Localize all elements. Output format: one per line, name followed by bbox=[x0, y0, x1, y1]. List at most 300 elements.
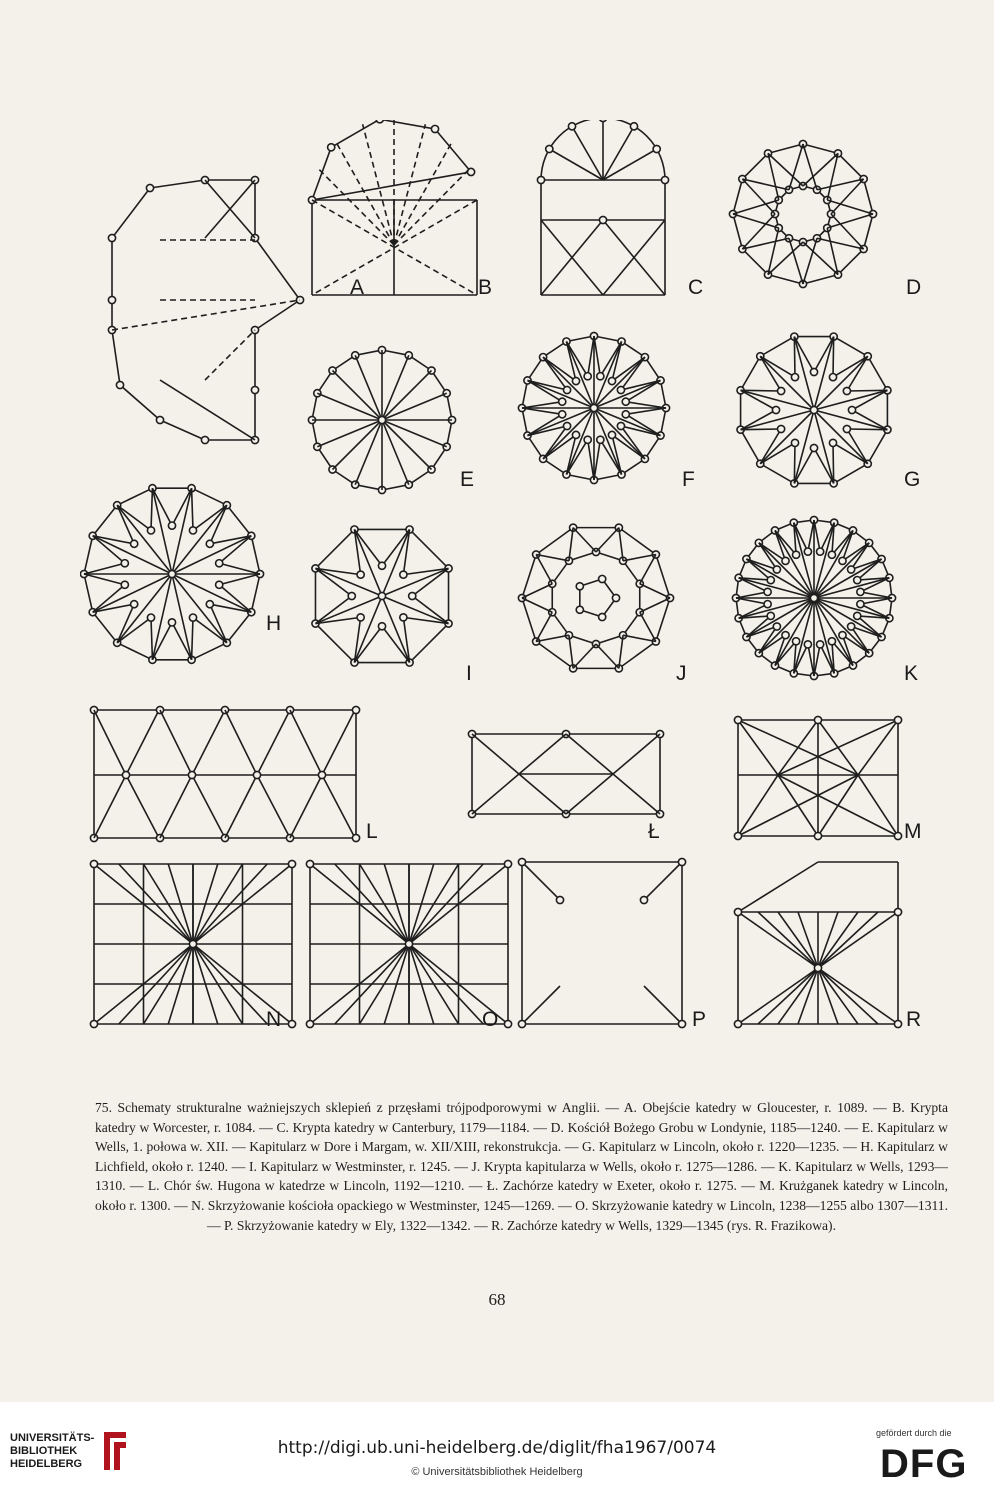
rib-line bbox=[814, 356, 868, 410]
rib-line bbox=[626, 408, 666, 414]
rib-line bbox=[768, 275, 803, 284]
rib-line bbox=[857, 559, 881, 580]
boss-node bbox=[810, 406, 817, 413]
boss-node bbox=[734, 832, 741, 839]
rib-line bbox=[852, 390, 887, 410]
rib-line bbox=[160, 710, 192, 775]
rib-line bbox=[522, 862, 560, 900]
boss-node bbox=[518, 858, 525, 865]
boss-node bbox=[121, 560, 128, 567]
rib-line bbox=[742, 238, 789, 249]
boss-node bbox=[405, 940, 412, 947]
rib-line bbox=[112, 300, 300, 330]
rib-line bbox=[768, 228, 779, 275]
boss-node bbox=[306, 1020, 313, 1027]
rib-line bbox=[594, 408, 645, 459]
boss-node bbox=[782, 557, 789, 564]
boss-node bbox=[828, 638, 835, 645]
boss-node bbox=[189, 614, 196, 621]
boss-node bbox=[576, 583, 583, 590]
rib-line bbox=[864, 179, 873, 214]
rib-line bbox=[833, 337, 834, 378]
boss-node bbox=[90, 1020, 97, 1027]
boss-node bbox=[546, 145, 553, 152]
rib-line bbox=[803, 153, 838, 186]
rib-line bbox=[120, 385, 160, 420]
rib-line bbox=[151, 618, 152, 660]
boss-node bbox=[608, 431, 615, 438]
rib-line bbox=[803, 242, 838, 275]
rib-line bbox=[626, 414, 661, 435]
rib-line bbox=[619, 641, 656, 668]
rib-line bbox=[257, 710, 290, 775]
label-a: A bbox=[350, 276, 365, 299]
rib-line bbox=[84, 574, 93, 612]
rib-line bbox=[623, 555, 656, 561]
boss-node bbox=[814, 964, 821, 971]
rib-line bbox=[775, 530, 796, 554]
dfg-logo: DFG bbox=[880, 1442, 968, 1486]
rib-line bbox=[93, 612, 117, 643]
rib-line bbox=[738, 862, 818, 912]
boss-node bbox=[108, 296, 115, 303]
boss-node bbox=[400, 614, 407, 621]
boss-node bbox=[612, 594, 619, 601]
label-i: I bbox=[466, 662, 472, 685]
rib-line bbox=[394, 142, 452, 245]
rib-line bbox=[857, 616, 881, 637]
rib-line bbox=[151, 488, 152, 530]
boss-node bbox=[773, 623, 780, 630]
rib-line bbox=[333, 371, 382, 420]
rib-line bbox=[827, 153, 838, 200]
rib-line bbox=[818, 968, 858, 1024]
boss-node bbox=[854, 612, 861, 619]
label-h: H bbox=[266, 612, 282, 635]
boss-node bbox=[431, 125, 438, 132]
rib-line bbox=[760, 410, 814, 464]
vault-diagram-plate bbox=[80, 120, 950, 1040]
rib-line bbox=[626, 402, 666, 408]
label-r: R bbox=[906, 1008, 922, 1031]
boss-node bbox=[590, 404, 597, 411]
boss-node bbox=[352, 834, 359, 841]
rib-line bbox=[868, 430, 888, 464]
boss-node bbox=[814, 832, 821, 839]
rib-line bbox=[172, 488, 192, 525]
page-number: 68 bbox=[488, 1290, 506, 1309]
boss-node bbox=[378, 562, 385, 569]
label-m: M bbox=[904, 820, 922, 843]
rib-line bbox=[778, 968, 818, 1024]
rib-line bbox=[84, 574, 125, 585]
rib-line bbox=[838, 249, 864, 275]
rib-line bbox=[569, 635, 573, 668]
rib-line bbox=[860, 592, 892, 598]
rib-line bbox=[760, 356, 814, 410]
boss-node bbox=[804, 641, 811, 648]
rib-line bbox=[733, 214, 742, 249]
rib-line bbox=[758, 968, 818, 1024]
rib-line bbox=[818, 775, 858, 836]
boss-node bbox=[121, 581, 128, 588]
rib-line bbox=[759, 543, 786, 561]
boss-node bbox=[189, 940, 196, 947]
boss-node bbox=[622, 411, 629, 418]
boss-node bbox=[854, 576, 861, 583]
rib-line bbox=[536, 555, 552, 584]
rib-line bbox=[315, 624, 354, 663]
rib-line bbox=[394, 169, 470, 245]
rib-line bbox=[817, 179, 864, 190]
rib-line bbox=[738, 720, 778, 775]
rib-line bbox=[814, 644, 820, 676]
rib-line bbox=[410, 529, 449, 568]
boss-node bbox=[894, 1020, 901, 1027]
rib-line bbox=[794, 448, 814, 483]
boss-node bbox=[767, 612, 774, 619]
rib-line bbox=[117, 488, 152, 505]
rib-line bbox=[150, 180, 205, 188]
rib-line bbox=[741, 410, 776, 430]
boss-node bbox=[504, 860, 511, 867]
rib-line bbox=[257, 775, 290, 838]
boss-node bbox=[599, 613, 606, 620]
rib-line bbox=[842, 543, 869, 561]
label-e: E bbox=[460, 468, 475, 491]
rib-line bbox=[331, 120, 380, 147]
boss-node bbox=[804, 548, 811, 555]
rib-line bbox=[536, 612, 552, 641]
rib-line bbox=[619, 528, 656, 555]
boss-node bbox=[288, 860, 295, 867]
rib-line bbox=[803, 144, 838, 153]
rib-line bbox=[738, 968, 818, 1024]
label-d: D bbox=[906, 276, 922, 299]
boss-node bbox=[817, 548, 824, 555]
rib-line bbox=[831, 179, 864, 214]
rib-line bbox=[94, 775, 126, 838]
boss-node bbox=[894, 832, 901, 839]
rib-line bbox=[623, 635, 656, 641]
rib-line bbox=[536, 528, 573, 555]
label-p: P bbox=[692, 1008, 707, 1031]
rib-line bbox=[794, 337, 795, 378]
boss-node bbox=[848, 406, 855, 413]
boss-node bbox=[828, 551, 835, 558]
boss-node bbox=[782, 632, 789, 639]
rib-line bbox=[94, 710, 126, 775]
rib-line bbox=[733, 179, 742, 214]
rib-line bbox=[760, 337, 794, 357]
rib-line bbox=[626, 380, 661, 401]
rib-line bbox=[851, 626, 869, 653]
rib-line bbox=[315, 529, 354, 568]
rib-line bbox=[600, 341, 621, 376]
boss-node bbox=[189, 527, 196, 534]
boss-node bbox=[147, 527, 154, 534]
boss-node bbox=[216, 581, 223, 588]
rib-line bbox=[117, 643, 152, 660]
rib-line bbox=[746, 616, 770, 637]
boss-node bbox=[568, 123, 575, 130]
rib-line bbox=[742, 153, 768, 179]
boss-node bbox=[156, 416, 163, 423]
rib-line bbox=[312, 147, 331, 200]
boss-node bbox=[378, 623, 385, 630]
rib-line bbox=[84, 563, 125, 574]
rib-line bbox=[818, 968, 898, 1024]
rib-line bbox=[814, 448, 834, 483]
rib-line bbox=[759, 635, 786, 653]
boss-node bbox=[817, 641, 824, 648]
rib-line bbox=[842, 635, 869, 653]
rib-line bbox=[192, 618, 193, 660]
boss-node bbox=[617, 386, 624, 393]
rib-line bbox=[768, 242, 803, 275]
boss-node bbox=[608, 377, 615, 384]
boss-node bbox=[572, 377, 579, 384]
boss-node bbox=[168, 522, 175, 529]
rib-line bbox=[192, 775, 225, 838]
label-b: B bbox=[478, 276, 493, 299]
boss-node bbox=[617, 422, 624, 429]
rib-line bbox=[742, 249, 768, 275]
rib-line bbox=[322, 775, 355, 838]
rib-line bbox=[864, 214, 873, 249]
rib-line bbox=[644, 862, 682, 900]
boss-node bbox=[253, 771, 260, 778]
rib-line bbox=[817, 238, 864, 249]
boss-node bbox=[306, 860, 313, 867]
rib-line bbox=[778, 720, 818, 775]
rib-line bbox=[768, 144, 803, 153]
rib-line bbox=[527, 414, 562, 435]
boss-node bbox=[251, 386, 258, 393]
boss-node bbox=[409, 592, 416, 599]
boss-node bbox=[814, 716, 821, 723]
rib-line bbox=[860, 598, 892, 604]
boss-node bbox=[857, 601, 864, 608]
rib-line bbox=[818, 720, 858, 775]
rib-line bbox=[868, 356, 888, 390]
rib-line bbox=[290, 775, 322, 838]
rib-line bbox=[126, 710, 159, 775]
rib-line bbox=[831, 214, 864, 249]
rib-line bbox=[778, 912, 818, 968]
rib-line bbox=[759, 626, 777, 653]
rib-line bbox=[832, 530, 853, 554]
rib-line bbox=[363, 124, 394, 245]
boss-node bbox=[201, 436, 208, 443]
boss-node bbox=[559, 398, 566, 405]
label-l: L bbox=[366, 820, 378, 843]
boss-node bbox=[791, 439, 798, 446]
boss-node bbox=[829, 373, 836, 380]
rib-line bbox=[794, 337, 814, 372]
rib-line bbox=[522, 986, 560, 1024]
boss-node bbox=[894, 908, 901, 915]
rib-line bbox=[588, 440, 594, 480]
boss-node bbox=[318, 771, 325, 778]
rib-line bbox=[847, 429, 888, 430]
boss-node bbox=[563, 422, 570, 429]
rib-line bbox=[594, 357, 645, 408]
boss-node bbox=[563, 386, 570, 393]
boss-node bbox=[146, 184, 153, 191]
library-logo-text: UNIVERSITÄTS- BIBLIOTHEK HEIDELBERG bbox=[10, 1432, 95, 1470]
rib-line bbox=[768, 153, 779, 200]
boss-node bbox=[599, 216, 606, 223]
rib-line bbox=[527, 380, 562, 401]
boss-node bbox=[829, 439, 836, 446]
boss-node bbox=[357, 571, 364, 578]
rib-line bbox=[838, 153, 864, 179]
rib-line bbox=[814, 410, 868, 464]
boss-node bbox=[131, 540, 138, 547]
boss-node bbox=[352, 706, 359, 713]
boss-node bbox=[328, 144, 335, 151]
label-j: J bbox=[676, 662, 687, 685]
rib-line bbox=[594, 440, 600, 480]
label-f: F bbox=[682, 468, 695, 491]
copyright-note: © Universitätsbibliothek Heidelberg bbox=[411, 1466, 583, 1478]
label-o: O bbox=[482, 1008, 499, 1031]
rib-line bbox=[112, 330, 120, 385]
boss-node bbox=[792, 551, 799, 558]
rib-line bbox=[192, 710, 225, 775]
rib-line bbox=[251, 536, 260, 574]
rib-line bbox=[803, 275, 838, 284]
rib-line bbox=[808, 644, 814, 676]
boss-node bbox=[772, 406, 779, 413]
label-n: N bbox=[266, 1008, 282, 1031]
rib-line bbox=[640, 555, 656, 584]
rib-line bbox=[858, 720, 898, 775]
boss-node bbox=[630, 123, 637, 130]
boss-node bbox=[188, 771, 195, 778]
rib-line bbox=[794, 443, 795, 484]
boss-node bbox=[504, 1020, 511, 1027]
rib-line bbox=[255, 300, 300, 330]
boss-node bbox=[116, 381, 123, 388]
rib-line bbox=[126, 775, 159, 838]
rib-line bbox=[536, 555, 569, 561]
rib-line bbox=[251, 574, 260, 612]
rib-line bbox=[573, 644, 596, 668]
rib-line bbox=[227, 612, 251, 643]
boss-node bbox=[622, 398, 629, 405]
rib-line bbox=[814, 520, 820, 552]
boss-node bbox=[767, 576, 774, 583]
rib-line bbox=[93, 536, 134, 544]
rib-line bbox=[741, 429, 782, 430]
rib-line bbox=[192, 643, 227, 660]
label-k: K bbox=[904, 662, 919, 685]
rib-line bbox=[219, 574, 260, 585]
rib-line bbox=[852, 410, 887, 430]
boss-node bbox=[206, 540, 213, 547]
rib-line bbox=[227, 505, 251, 536]
rib-line bbox=[382, 371, 431, 420]
funding-note: gefördert durch die bbox=[876, 1428, 952, 1438]
rib-line bbox=[596, 644, 619, 668]
rib-line bbox=[573, 528, 596, 552]
rib-line bbox=[768, 153, 803, 186]
boss-node bbox=[599, 575, 606, 582]
boss-node bbox=[597, 373, 604, 380]
rib-line bbox=[814, 337, 834, 372]
boss-node bbox=[556, 896, 563, 903]
boss-node bbox=[792, 638, 799, 645]
boss-node bbox=[810, 444, 817, 451]
rib-line bbox=[543, 408, 594, 459]
rib-line bbox=[333, 420, 382, 469]
rib-line bbox=[640, 612, 656, 641]
rib-line bbox=[318, 169, 394, 245]
rib-line bbox=[225, 775, 257, 838]
rib-line bbox=[172, 622, 192, 659]
label-l-stroke: Ł bbox=[648, 820, 660, 843]
boss-node bbox=[810, 368, 817, 375]
rib-line bbox=[205, 330, 255, 380]
rib-line bbox=[566, 341, 587, 376]
rib-line bbox=[596, 528, 619, 552]
rib-line bbox=[619, 528, 623, 561]
rib-line bbox=[847, 390, 888, 391]
rib-line bbox=[536, 641, 573, 668]
boss-node bbox=[843, 387, 850, 394]
rib-line bbox=[522, 402, 562, 408]
rib-line bbox=[742, 179, 789, 190]
boss-node bbox=[216, 560, 223, 567]
boss-node bbox=[518, 1020, 525, 1027]
rib-line bbox=[834, 337, 868, 357]
rib-line bbox=[160, 380, 255, 440]
rib-line bbox=[741, 390, 782, 391]
boss-node bbox=[378, 416, 385, 423]
boss-node bbox=[777, 425, 784, 432]
boss-node bbox=[640, 896, 647, 903]
boss-node bbox=[584, 436, 591, 443]
boss-node bbox=[791, 373, 798, 380]
boss-node bbox=[810, 594, 817, 601]
rib-line bbox=[219, 563, 260, 574]
rib-line bbox=[858, 775, 898, 836]
boss-node bbox=[122, 771, 129, 778]
rib-line bbox=[818, 912, 858, 968]
boss-node bbox=[894, 716, 901, 723]
boss-node bbox=[734, 908, 741, 915]
rib-line bbox=[566, 440, 587, 475]
label-c: C bbox=[688, 276, 704, 299]
rib-line bbox=[832, 641, 853, 665]
boss-node bbox=[839, 557, 846, 564]
rib-line bbox=[522, 408, 562, 414]
rib-line bbox=[818, 912, 878, 968]
rib-line bbox=[741, 356, 761, 390]
rib-line bbox=[160, 775, 192, 838]
rib-line bbox=[588, 336, 594, 376]
rib-line bbox=[746, 559, 770, 580]
boss-node bbox=[584, 373, 591, 380]
boss-node bbox=[734, 716, 741, 723]
permalink-url[interactable]: http://digi.ub.uni-heidelberg.de/diglit/fha1967/0074 bbox=[277, 1438, 717, 1458]
boss-node bbox=[764, 588, 771, 595]
rib-line bbox=[738, 912, 818, 968]
boss-node bbox=[376, 120, 383, 123]
rib-line bbox=[742, 179, 775, 214]
